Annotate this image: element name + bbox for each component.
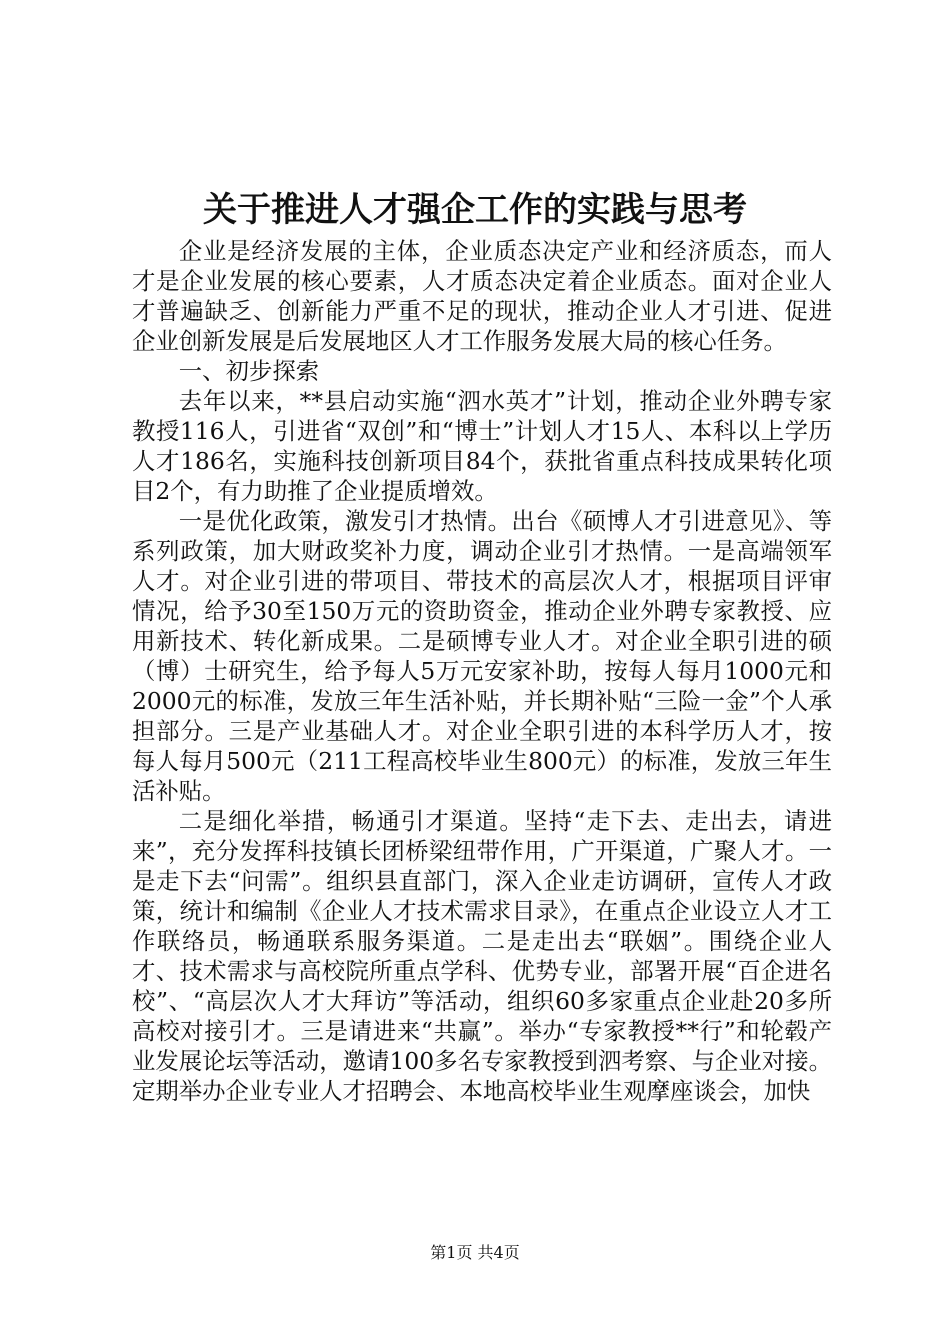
document-body bbox=[132, 236, 832, 1106]
paragraph-measures: 二是细化举措，畅通引才渠道。坚持“走下去、走出去，请进来”，充分发挥科技镇长团桥梁纽带作用，广开渠道，广聚人才。一是走下去“问需”。组织县直部门，深入企业走访调研，宣传人才政策，统计和编制《企业人才技术需求目录》，在重点企业设立人才工作联络员，畅通联系服务渠道。二是走出去“联姻”。围绕企业人才、技术需求与高校院所重点学科、优势专业，部署开展“百企进名校”、“高层次人才大拜访”等活动，组织60多家重点企业赴20多所高校对接引才。三是请进来“共赢”。举办“专家教授**行”和轮毂产业发展论坛等活动，邀请100多名专家教授到泗考察、与企业对接。定期举办企业专业人才招聘会、本地高校毕业生观摩座谈会，加快 bbox=[132, 807, 832, 1105]
paragraph-intro: 企业是经济发展的主体，企业质态决定产业和经济质态，而人才是企业发展的核心要素，人才质态决定着企业质态。面对企业人才普遍缺乏、创新能力严重不足的现状，推动企业人才引进、促进企业创新发展是后发展地区人才工作服务发展大局的核心任务。 bbox=[132, 237, 832, 355]
section-heading: 一、初步探索 bbox=[178, 357, 320, 385]
paragraph-policy: 一是优化政策，激发引才热情。出台《硕博人才引进意见》、等系列政策，加大财政奖补力度，调动企业引才热情。一是高端领军人才。对企业引进的带项目、带技术的高层次人才，根据项目评审情况，给予30至150万元的资助资金，推动企业外聘专家教授、应用新技术、转化新成果。二是硕博专业人才。对企业全职引进的硕（博）士研究生，给予每人5万元安家补助，按每人每月1000元和2000元的标准，发放三年生活补贴，并长期补贴“三险一金”个人承担部分。三是产业基础人才。对企业全职引进的本科学历人才，按每人每月500元（211工程高校毕业生800元）的标准，发放三年生活补贴。 bbox=[132, 507, 832, 805]
page-footer: 第1页 共4页 bbox=[430, 1243, 520, 1262]
paragraph-overview: 去年以来，**县启动实施“泗水英才”计划，推动企业外聘专家教授116人，引进省“双创”和“博士”计划人才15人、本科以上学历人才186名，实施科技创新项目84个，获批省重点科技成果转化项目2个，有力助推了企业提质增效。 bbox=[132, 387, 832, 505]
document-title: 关于推进人才强企工作的实践与思考 bbox=[203, 190, 747, 230]
